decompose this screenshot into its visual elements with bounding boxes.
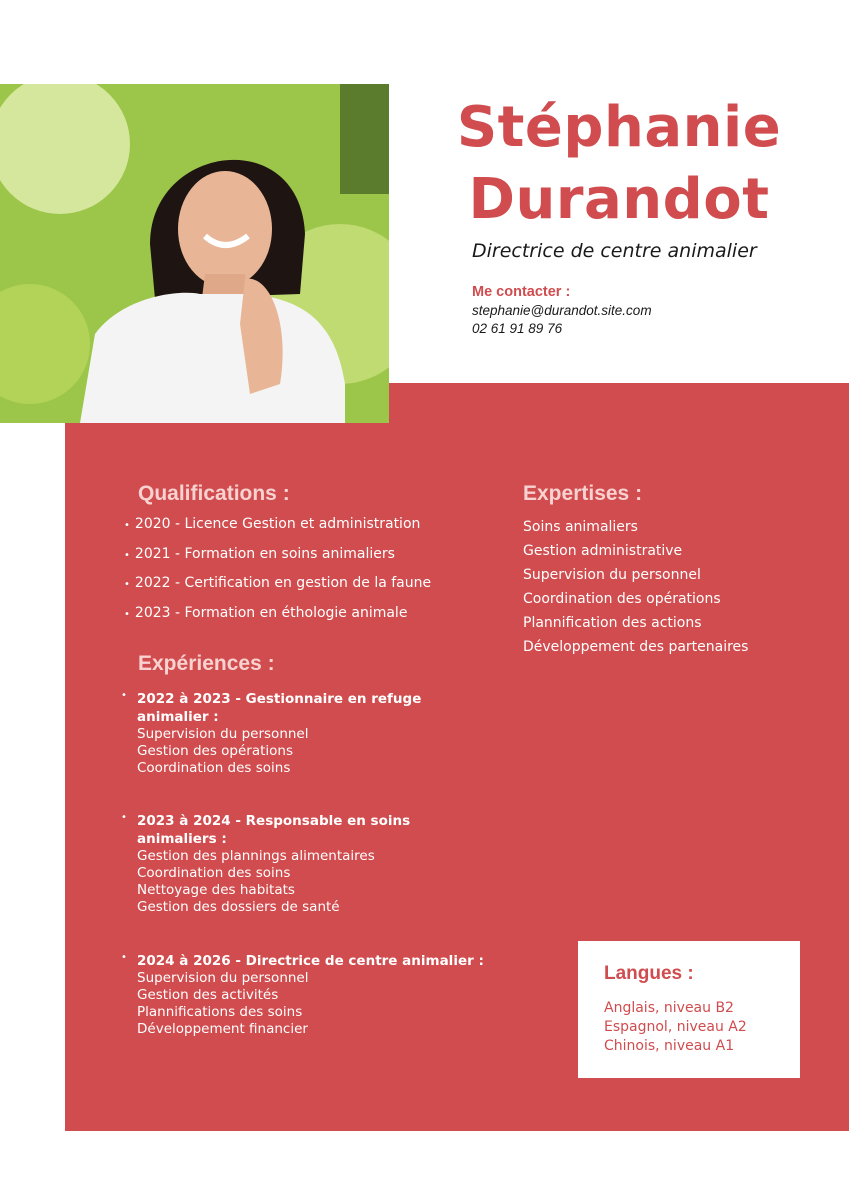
experience-title-cont: animalier : — [137, 709, 219, 725]
expertise-item: Plannification des actions — [523, 615, 702, 631]
contact-email[interactable]: stephanie@durandot.site.com — [472, 303, 652, 318]
experience-task: Gestion des activités — [137, 987, 279, 1003]
experience-title: • 2022 à 2023 - Gestionnaire en refuge — [137, 691, 422, 707]
qualification-item: • 2022 - Certification en gestion de la faune — [124, 574, 431, 604]
experiences-heading: Expériences : — [138, 652, 275, 675]
experience-task: Gestion des plannings alimentaires — [137, 848, 375, 864]
experience-item — [137, 690, 421, 777]
experience-task: Coordination des soins — [137, 865, 291, 881]
experience-title: • 2023 à 2024 - Responsable en soins — [137, 813, 411, 829]
expertise-item: Soins animaliers — [523, 519, 638, 535]
experience-task: Développement financier — [137, 1021, 308, 1037]
qualifications-heading: Qualifications : — [138, 482, 290, 505]
qualification-item: • 2020 - Licence Gestion et administration — [124, 515, 431, 545]
experience-task: Gestion des opérations — [137, 743, 294, 759]
language-item: Chinois, niveau A1 — [604, 1038, 735, 1054]
experience-title-cont: animaliers : — [137, 831, 227, 847]
experience-task: Plannifications des soins — [137, 1004, 303, 1020]
qualification-item: • 2021 - Formation en soins animaliers — [124, 545, 431, 575]
candidate-name — [419, 92, 819, 236]
experience-item — [137, 812, 410, 916]
expertise-item: Supervision du personnel — [523, 567, 701, 583]
experience-title: • 2024 à 2026 - Directrice de centre animalier : — [137, 953, 484, 969]
languages-heading: Langues : — [604, 963, 694, 984]
experience-task: Gestion des dossiers de santé — [137, 899, 340, 915]
expertises-list — [523, 515, 748, 659]
first-name: Stéphanie — [456, 95, 782, 160]
contact-phone[interactable]: 02 61 91 89 76 — [472, 321, 563, 336]
last-name: Durandot — [468, 167, 770, 232]
languages-box — [578, 941, 800, 1078]
languages-list — [604, 999, 747, 1056]
experience-item — [137, 952, 517, 1038]
language-item: Anglais, niveau B2 — [604, 1000, 734, 1016]
qualifications-list — [124, 515, 431, 633]
language-item: Espagnol, niveau A2 — [604, 1019, 747, 1035]
profile-photo-illustration — [0, 84, 389, 423]
expertise-item: Coordination des opérations — [523, 591, 721, 607]
job-title: Directrice de centre animalier — [472, 240, 757, 262]
contact-label: Me contacter : — [472, 284, 571, 300]
experience-task: Nettoyage des habitats — [137, 882, 295, 898]
qualification-item: • 2023 - Formation en éthologie animale — [124, 604, 431, 634]
expertise-item: Gestion administrative — [523, 543, 683, 559]
expertises-heading: Expertises : — [523, 482, 643, 505]
experience-task: Coordination des soins — [137, 760, 291, 776]
profile-photo — [0, 84, 389, 423]
experience-task: Supervision du personnel — [137, 970, 309, 986]
experience-task: Supervision du personnel — [137, 726, 309, 742]
expertise-item: Développement des partenaires — [523, 639, 749, 655]
